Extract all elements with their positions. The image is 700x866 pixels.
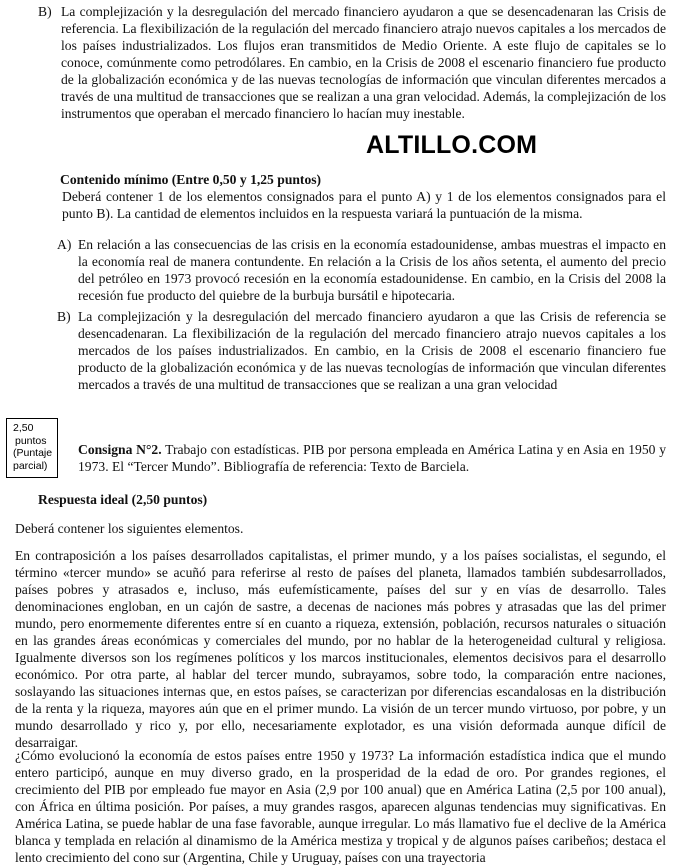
- respuesta-paragraph-1: En contraposición a los países desarrollados capitalistas, el primer mundo, y a los países socialistas, el segundo, el término «tercer mundo» se acuñó para referirse al resto de países del planeta, llamados también subdesarrollados, países pobres y atrasados e, incluso, más eufemísticamente, países del sur y en vías de desarrollo. Tales denominaciones engloban, en un cajón de sastre, a decenas de naciones más pobres y atrasadas que las del primer mundo, pero enormemente diferentes entre sí en cuanto a riqueza, extensión, población, recursos naturales o situación en las grandes áreas económicas y comerciales del mundo, por no hablar de la heterogeneidad cultural y religiosa. Igualmente diversos son los regímenes políticos y los marcos institucionales, elementos decisivos para el desarrollo económico. Por otra parte, al hablar del tercer mundo, subrayamos, sobre todo, la comparación entre naciones, soslayando las situaciones internas que, en estos países, se caracterizan por diferencias escandalosas en la distribución de la renta y la riqueza, mayores aún que en el primer mundo. La visión de un tercer mundo virtuoso, por pobre, y un mundo desarrollado y rico y, por ello, necesariamente explotador, es una visión deformada aunque difícil de desarraigar.: [15, 548, 666, 750]
- respuesta-intro: Deberá contener los siguientes elementos.: [15, 521, 244, 536]
- list-item: [0, 308, 700, 393]
- list-item: [0, 236, 700, 304]
- consigna-paragraph: [78, 441, 666, 475]
- item-letter-b: B): [38, 4, 52, 19]
- respuesta-paragraph-2: ¿Cómo evolucionó la economía de estos países entre 1950 y 1973? La información estadística indica que el mundo entero participó, aunque en muy diverso grado, en la prosperidad de la edad de oro. Por grandes regiones, el crecimiento del PIB por empleado fue mayor en Asia (2,9 por 100 anual) que en América Latina (2,5 por 100 anual), con África en última posición. Por países, a muy grandes rasgos, aparecen algunas tendencias muy significativas. En América Latina, se puede hablar de una fase favorable, aunque irregular. Lo más llamativo fue el declive de la América blanca y templada en relación al dinamismo de la América mestiza y tropical y de algunos países caribeños; destaca el lento crecimiento del cono sur (Argentina, Chile y Uruguay, países con una trayectoria: [15, 748, 666, 865]
- section-b-text: La complejización y la desregulación del mercado financiero ayudaron a que se desencadenaran las Crisis de referencia. La flexibilización de la regulación del mercado financiero atrajo nuevos capitales a los mercados de los países industrializados. Los flujos eran transmitidos de Medio Oriente. A este flujo de capitales se lo conoce, comúnmente como petrodólares. En cambio, en la Crisis de 2008 el escenario financiero fue producto de la globalización económica y de las nuevas tecnologías de información que vinculan diferentes mercados a través de una multitud de transacciones que se realizan a una gran velocidad. Además, la complejización de los instrumentos que operaban el mercado financiero lo hacían muy inestable.: [61, 4, 666, 121]
- item-a-text: En relación a las consecuencias de las crisis en la economía estadounidense, ambas muestras el impacto en la economía real de manera contundente. En relación a la Crisis de los años setenta, el aumento del precio del petróleo en 1973 provocó recesión en la economía estadounidense. En cambio, en la Crisis del 2008 la recesión fue producto del quiebre de la burbuja bursátil e hipotecaria.: [78, 237, 666, 303]
- section-b-answer: [0, 3, 700, 122]
- consigna-text: Trabajo con estadísticas. PIB por persona empleada en América Latina y en Asia en 1950 y 1973. El “Tercer Mundo”. Bibliografía de referencia: Texto de Barciela.: [78, 442, 667, 474]
- item-letter-a: A): [57, 237, 72, 252]
- respuesta-heading: Respuesta ideal (2,50 puntos): [38, 492, 208, 507]
- contenido-minimo-text: Deberá contener 1 de los elementos consignados para el punto A) y 1 de los elementos consignados para el punto B). La cantidad de elementos incluidos en la respuesta variará la puntuación de la misma.: [62, 189, 666, 221]
- score-box: [6, 418, 58, 478]
- watermark: ALTILLO.COM: [366, 131, 538, 159]
- item-b-text: La complejización y la desregulación del mercado financiero ayudaron a que las Crisis de referencia se desencadenaran. La flexibilización de la regulación del mercado financiero atrajo nuevos capitales a los mercados de los países industrializados. En cambio, en la Crisis de 2008 el escenario financiero fue producto de la globalización económica y de las nuevas tecnologías de información que vinculan diferentes mercados a través de una multitud de transacciones que se realizan a una gran velocidad: [78, 309, 666, 392]
- item-letter-b: B): [57, 309, 71, 324]
- score-points: 2,50: [13, 422, 34, 434]
- consigna-label: Consigna N°2.: [78, 442, 162, 457]
- contenido-minimo-heading: Contenido mínimo (Entre 0,50 y 1,25 puntos): [60, 172, 322, 187]
- score-note-line1: (Puntaje: [13, 447, 53, 459]
- score-note-line2: parcial): [13, 459, 48, 472]
- score-unit: puntos: [15, 434, 47, 447]
